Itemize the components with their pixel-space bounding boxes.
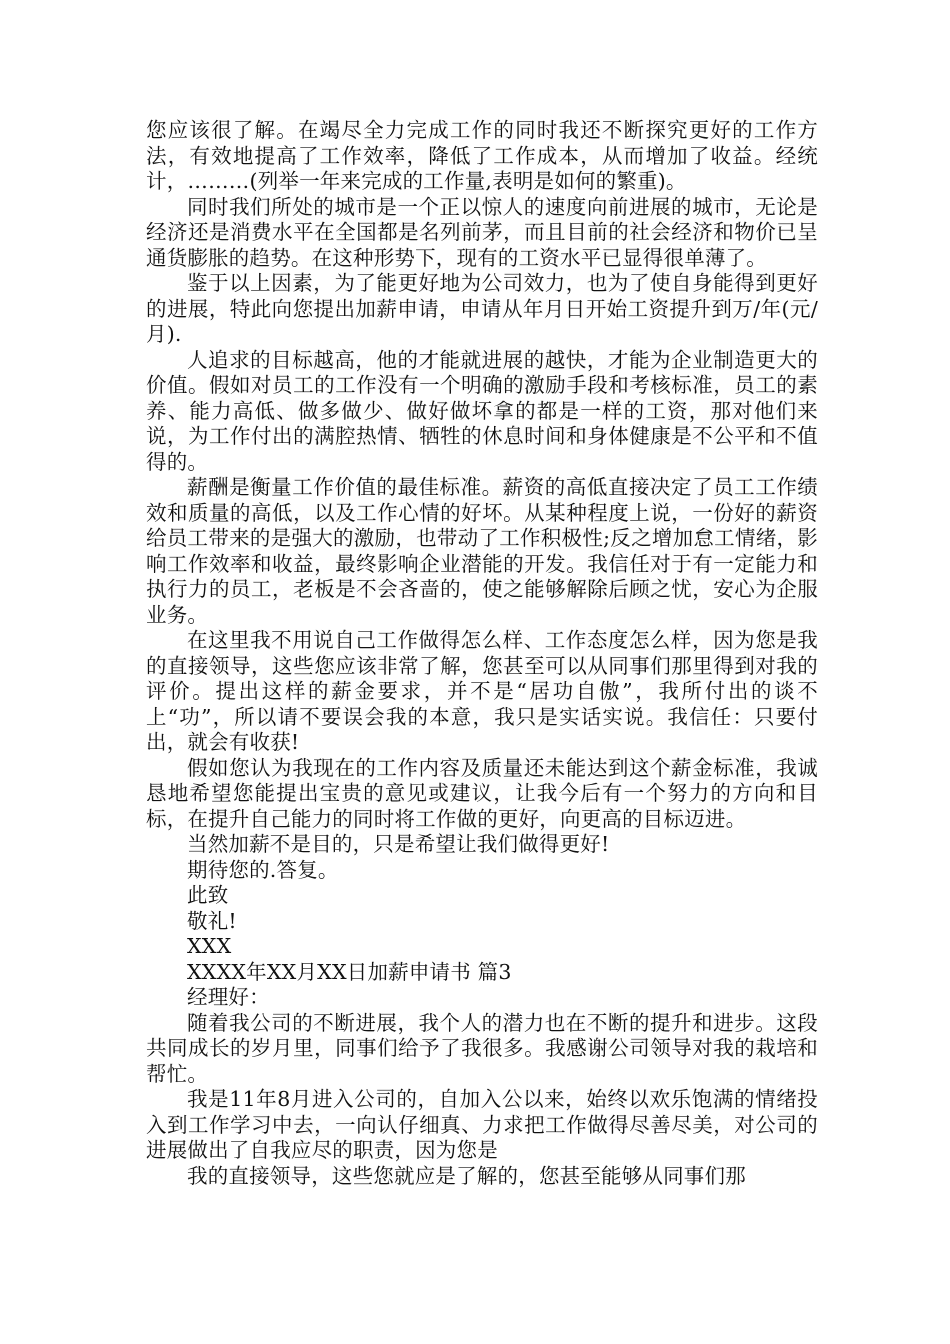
closing-regards: 敬礼! [187,908,237,933]
closing-awaiting-reply: 期待您的.答复。 [187,857,339,882]
date-and-section-title: XXXX年XX月XX日加薪申请书 篇3 [187,959,512,984]
section3-paragraph-2: 我是11年8月进入公司的，自加入公以来，始终以欢乐饱满的情绪投入到工作学习中去，一向认仔细真、力求把工作做得尽善尽美，对公司的进展做出了自我应尽的职责，因为您是 [146,1087,818,1162]
paragraph-7: 假如您认为我现在的工作内容及质量还未能达到这个薪金标准，我诚恳地希望您能提出宝贵的意见或建议，让我今后有一个努力的方向和目标，在提升自己能力的同时将工作做的更好，向更高的目标迈进。 [146,755,818,831]
paragraph-2: 同时我们所处的城市是一个正以惊人的速度向前进展的城市，无论是经济还是消费水平在全国都是名列前茅，而且目前的社会经济和物价已呈通货膨胀的趋势。在这种形势下，现有的工资水平已显得很单薄了。 [146,194,818,270]
section3-paragraph-1: 随着我公司的不断进展，我个人的潜力也在不断的提升和进步。这段共同成长的岁月里，同事们给予了我很多。我感谢公司领导对我的栽培和帮忙。 [146,1010,818,1086]
document-page [146,118,818,1189]
closing-wish: 当然加薪不是目的，只是希望让我们做得更好! [187,832,610,856]
paragraph-5: 薪酬是衡量工作价值的最佳标准。薪资的高低直接决定了员工工作绩效和质量的高低，以及工作心情的好坏。从某种程度上说，一份好的薪资给员工带来的是强大的激励，也带动了工作积极性;反之增加怠工情绪，影响工作效率和收益，最终影响企业潜能的开发。我信任对于有一定能力和执行力的员工，老板是不会吝啬的，使之能够解除后顾之忧，安心为企服业务。 [146,475,818,627]
greeting: 经理好： [187,985,270,1009]
paragraph-4: 人追求的目标越高，他的才能就进展的越快，才能为企业制造更大的价值。假如对员工的工作没有一个明确的激励手段和考核标准，员工的素养、能力高低、做多做少、做好做坏拿的都是一样的工资，那对他们来说，为工作付出的满腔热情、牺牲的休息时间和身体健康是不公平和不值得的。 [146,347,818,474]
paragraph-6: 在这里我不用说自己工作做得怎么样、工作态度怎么样，因为您是我的直接领导，这些您应该非常了解，您甚至可以从同事们那里得到对我的评价。提出这样的薪金要求，并不是“居功自傲”，我所付出的谈不上“功”，所以请不要误会我的本意，我只是实话实说。我信任：只要付出，就会有收获! [146,628,818,754]
section3-paragraph-3: 我的直接领导，这些您就应是了解的，您甚至能够从同事们那 [187,1163,746,1188]
closing-salutation: 此致 [187,883,229,907]
paragraph-1: 您应该很了解。在竭尽全力完成工作的同时我还不断探究更好的工作方法，有效地提高了工作效率，降低了工作成本，从而增加了收益。经统计，………(列举一年来完成的工作量,表明是如何的繁重)。 [146,118,818,193]
paragraph-3: 鉴于以上因素，为了能更好地为公司效力，也为了使自身能得到更好的进展，特此向您提出加薪申请，申请从年月日开始工资提升到万/年(元/月). [146,271,818,346]
signature-name: XXX [187,934,232,958]
